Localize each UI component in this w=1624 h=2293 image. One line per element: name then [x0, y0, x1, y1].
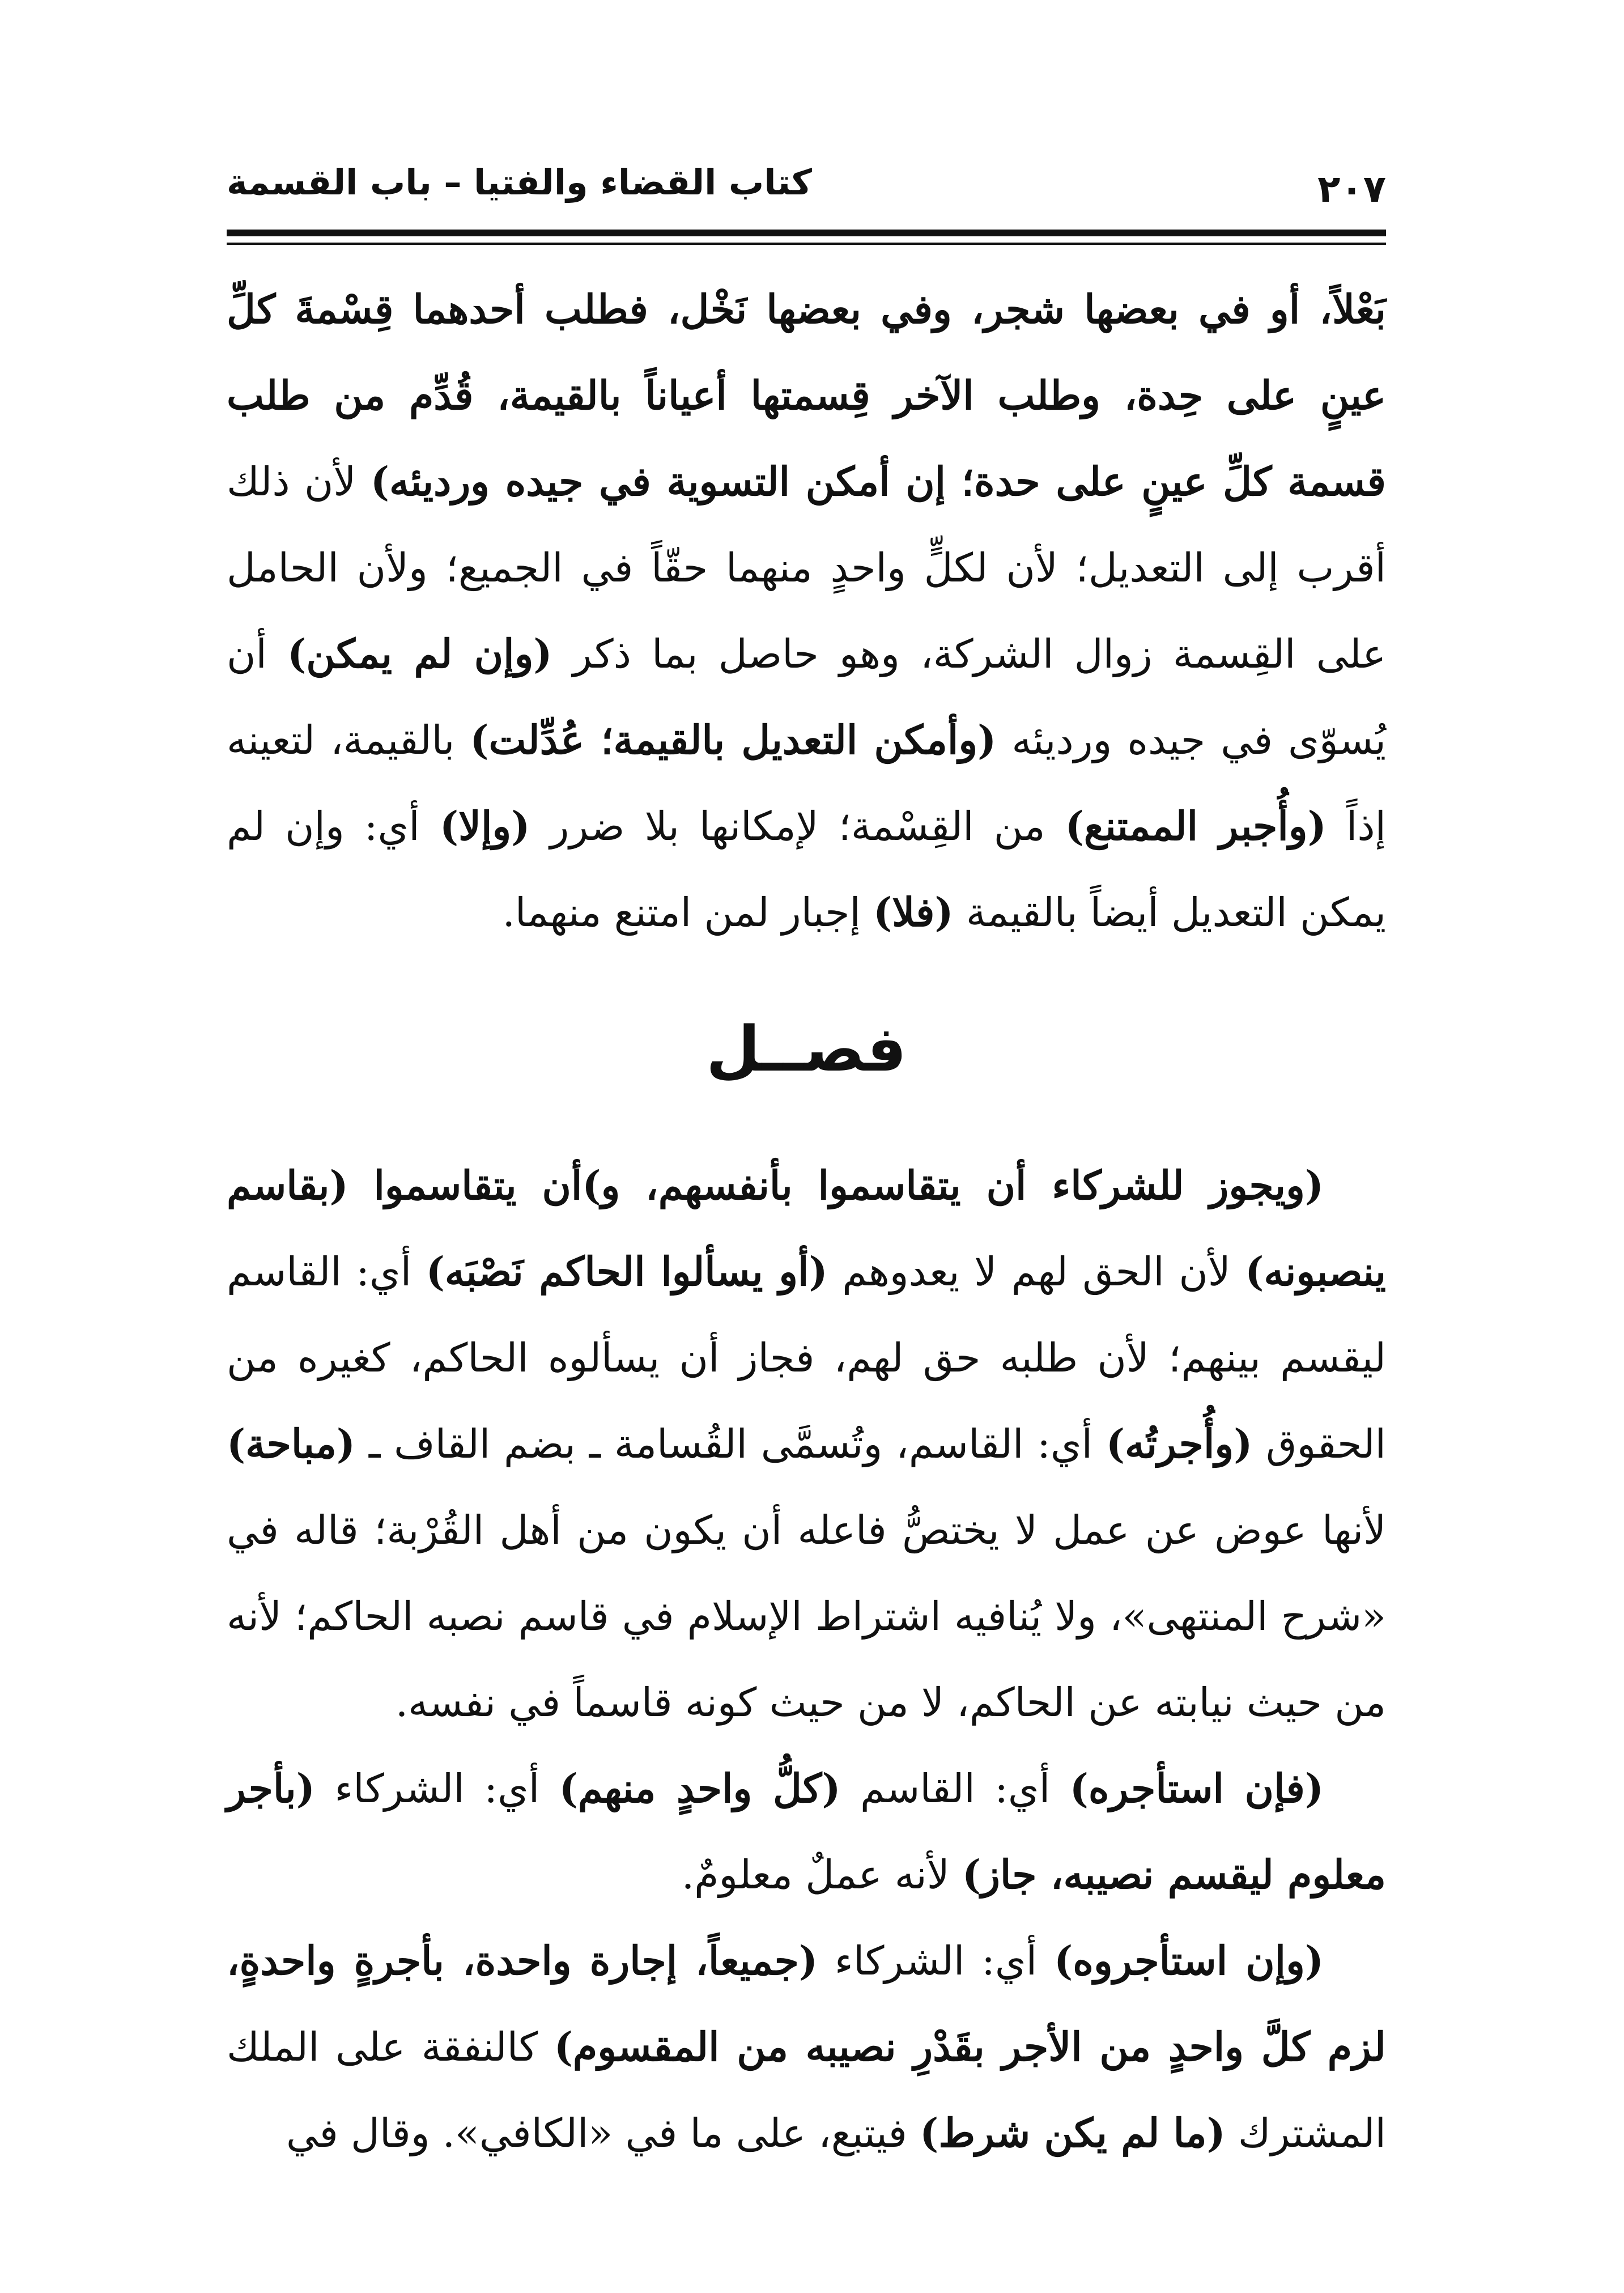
paragraph: [227, 1143, 1386, 1746]
header-rule-thick: [227, 230, 1386, 236]
sharh-text: لأن ذلك أقرب إلى التعديل؛ لأن لكلٍّ واحدٍ منهما حقّاً في الجميع؛ ولأن الحامل على القِسمة زوال الشركة، وهو حاصل بما ذكر: [227, 458, 1387, 677]
matn-text: (وأمكن التعديل بالقيمة؛ عُدِّلت): [470, 716, 997, 763]
sharh-text: إجبار لمن امتنع منهما.: [502, 889, 874, 936]
sharh-text: فيتبع، على ما في «الكافي». وقال في: [286, 2110, 920, 2156]
matn-text: (وإن لم يمكن): [287, 630, 552, 677]
sharh-text: بالقيمة، لتعينه إذاً: [227, 717, 1386, 850]
matn-text: (أو يسألوا الحاكم نَصْبَه): [426, 1248, 828, 1295]
running-head: [227, 150, 1386, 224]
paragraph: [227, 1746, 1386, 1918]
paragraph: [227, 1918, 1386, 2176]
sharh-text: أي: وإن لم يمكن التعديل أيضاً بالقيمة: [227, 803, 1386, 936]
sharh-text: أي: الشركاء: [817, 1938, 1055, 1984]
section-heading-label: فصــل: [706, 1013, 907, 1085]
matn-text: (وأُجرتُه): [1106, 1420, 1253, 1467]
matn-text: (ويجوز للشركاء أن يتقاسموا بأنفسهم، و)أن يتقاسموا (بقاسم ينصبونه): [227, 1162, 1387, 1295]
section-heading: [227, 956, 1386, 1143]
sharh-text: أي: القاسم، وتُسمَّى القُسامة ـ بضم القاف ـ: [355, 1421, 1106, 1467]
book-title: كتاب القضاء والفتيا – باب القسمة: [227, 162, 812, 203]
sharh-text: أي: القاسم: [840, 1765, 1070, 1812]
sharh-text: أن يُسوّى في جيده ورديئه: [227, 631, 1387, 763]
matn-text: (فلا): [873, 889, 954, 936]
sharh-text: من القِسْمة؛ لإمكانها بلا ضرر: [530, 803, 1065, 850]
sharh-text: لأنه عملٌ معلومٌ.: [681, 1852, 962, 1898]
matn-text: (مباحة): [227, 1420, 355, 1467]
sharh-text: كالنفقة على الملك المشترك: [227, 2024, 1386, 2156]
sharh-text: أي: القاسم ليقسم بينهم؛ لأن طلبه حق لهم، فجاز أن يسألوه الحاكم، كغيره من الحقوق: [227, 1249, 1386, 1467]
matn-text: (وأُجبر الممتنع): [1065, 802, 1327, 850]
sharh-text: لأن الحق لهم لا يعدوهم: [827, 1249, 1245, 1295]
matn-text: (بأجر معلوم ليقسم نصيبه، جاز): [227, 1765, 1386, 1898]
matn-text: (وإلا): [439, 802, 530, 850]
body-text: [227, 266, 1386, 2176]
sharh-text: أي: الشركاء: [314, 1765, 559, 1812]
matn-text: (ما لم يكن شرط): [920, 2109, 1226, 2156]
matn-text: (فإن استأجره): [1069, 1765, 1324, 1812]
header-rule-thin: [227, 243, 1386, 245]
matn-text: (وإن استأجروه): [1054, 1937, 1324, 1984]
matn-text: (جميعاً، إجارة واحدة، بأجرةٍ واحدةٍ، لزم كلَّ واحدٍ من الأجر بقَدْرِ نصيبه من المقسوم): [227, 1937, 1387, 2070]
sharh-text: لأنها عوض عن عمل لا يختصُّ فاعله أن يكون من أهل القُرْبة؛ قاله في «شرح المنتهى»، ولا يُنافيه اشتراط الإسلام في قاسم نصبه الحاكم؛ لأنه من حيث نيابته عن الحاكم، لا من حيث كونه قاسماً في نفسه.: [227, 1507, 1386, 1726]
page-number: ٢٠٧: [1317, 167, 1386, 211]
matn-text: (كلُّ واحدٍ منهم): [559, 1765, 841, 1812]
paragraph-top: [227, 266, 1386, 956]
matn-text: بَعْلاً، أو في بعضها شجر، وفي بعضها نَخْل، فطلب أحدهما قِسْمةَ كلِّ عينٍ على حِدة، وطلب الآخر قِسمتها أعياناً بالقيمة، قُدِّم من طلب قسمة كلِّ عينٍ على حدة؛ إن أمكن التسوية في جيده ورديئه): [227, 286, 1387, 505]
